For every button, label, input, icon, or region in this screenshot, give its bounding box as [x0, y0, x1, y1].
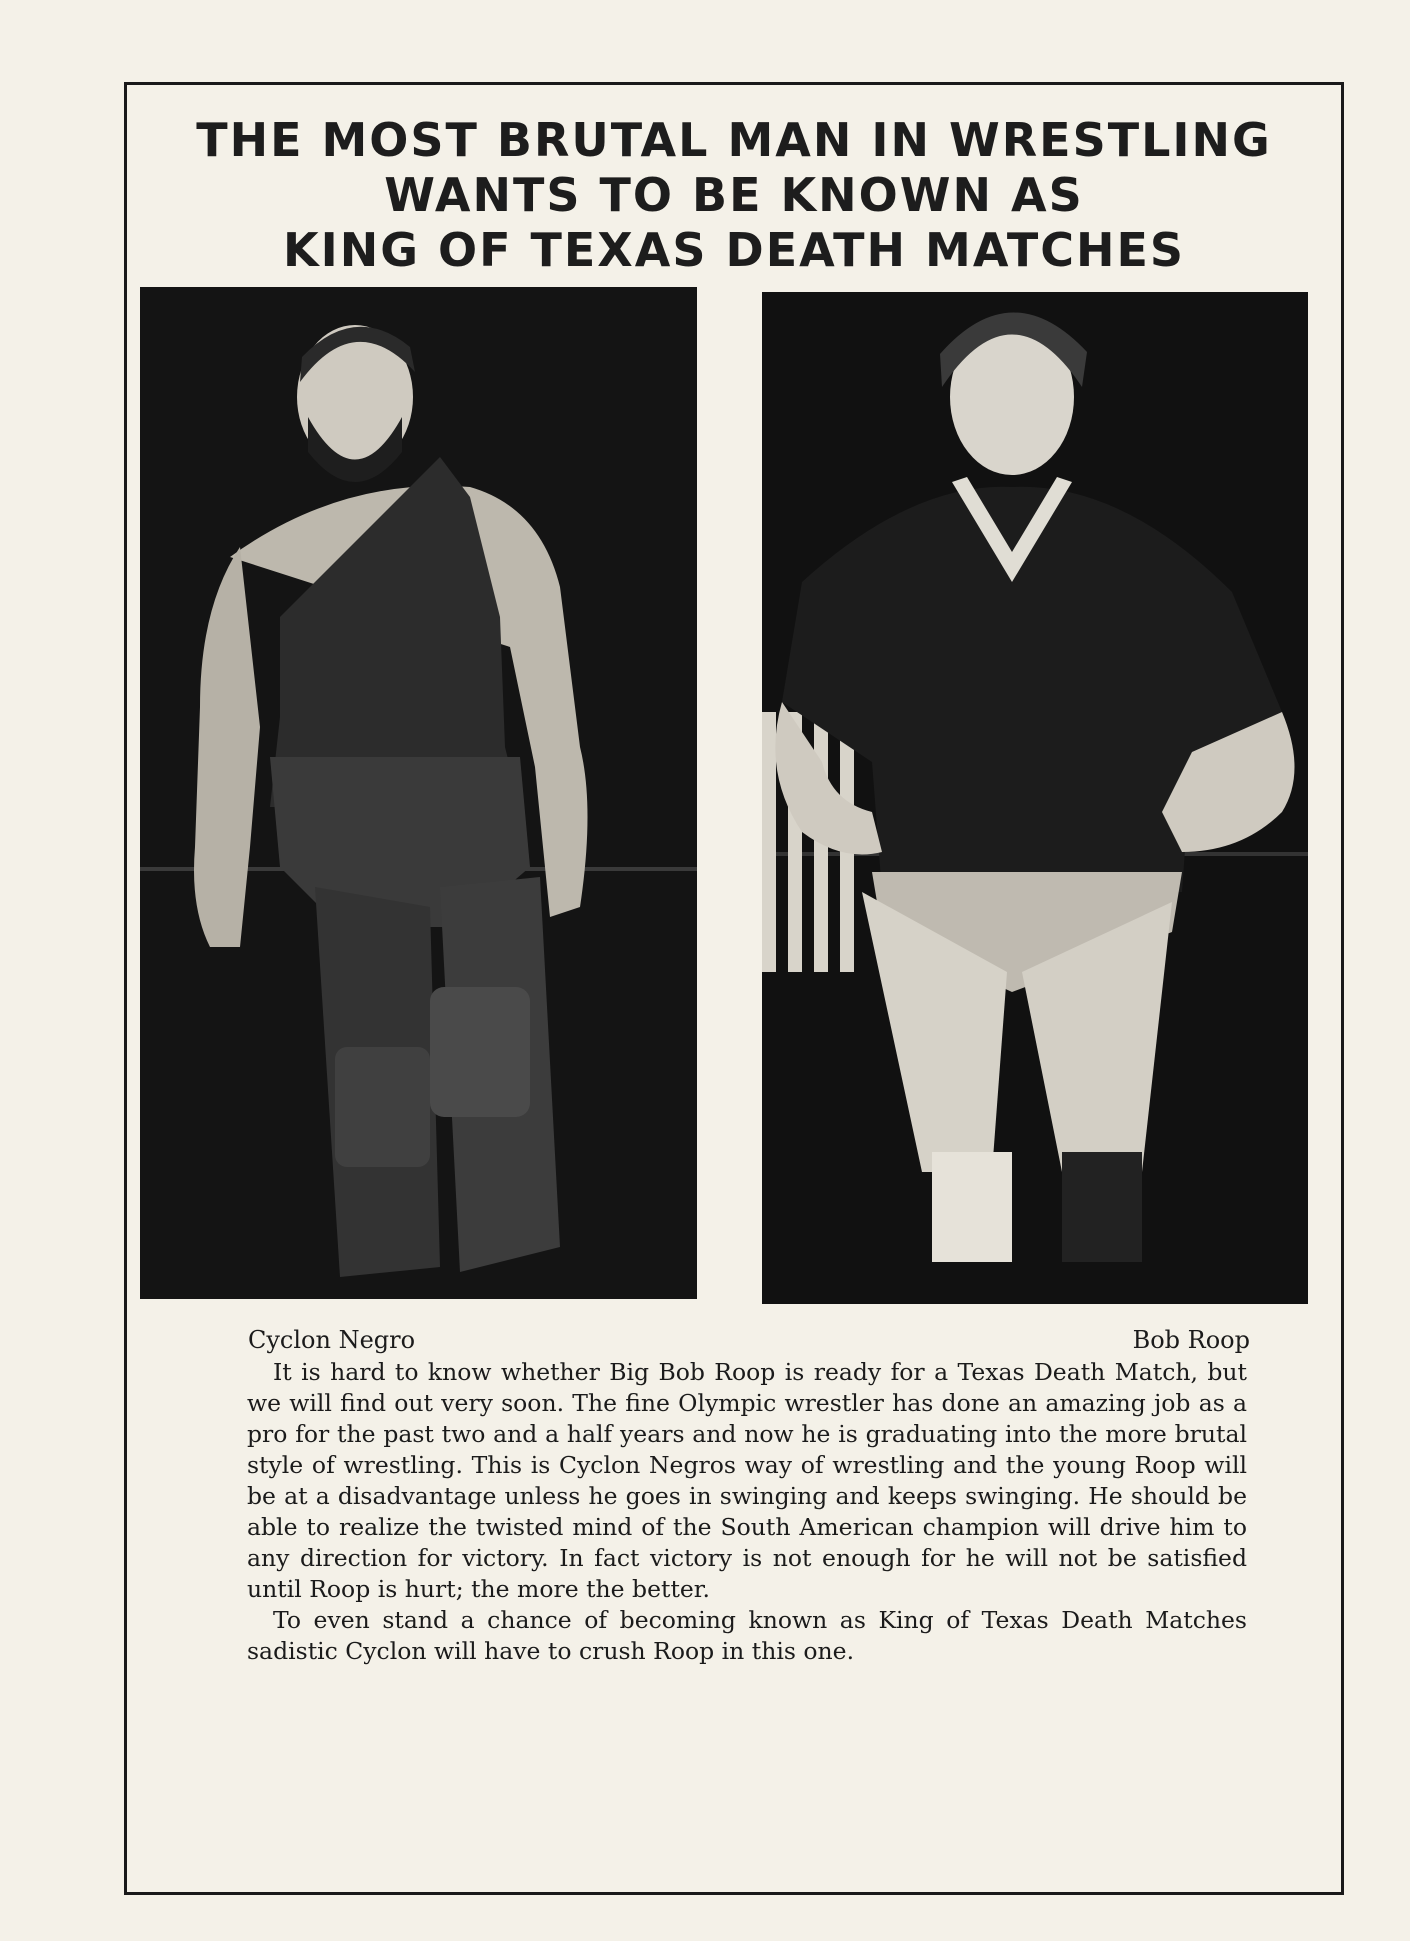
- photo-bob-roop: [762, 292, 1308, 1304]
- article-paragraph-2: To even stand a chance of becoming known as King of Texas Death Matches sadistic Cyclon will have to crush Roop in this one.: [247, 1606, 1247, 1665]
- article-body: [247, 1357, 1247, 1667]
- caption-right: Bob Roop: [1132, 1326, 1250, 1354]
- photo-cyclon-negro: [140, 287, 697, 1299]
- article-paragraph-1: It is hard to know whether Big Bob Roop is ready for a Texas Death Match, but we will find out very soon. The fine Olympic wrestler has done an amazing job as a pro for the past two and a half years and now he is graduating into the more brutal style of wrestling. This is Cyclon Negros way of wrestling and the young Roop will be at a disadvantage unless he goes in swinging and keeps swinging. He should be able to realize the twisted mind of the South American champion will drive him to any direction for victory. In fact victory is not enough for he will not be satisfied until Roop is hurt; the more the better.: [247, 1358, 1247, 1603]
- headline-line-1: THE MOST BRUTAL MAN IN WRESTLING: [196, 113, 1272, 167]
- headline-line-3: KING OF TEXAS DEATH MATCHES: [282, 223, 1186, 277]
- headline-line-2: WANTS TO BE KNOWN AS: [384, 168, 1084, 222]
- headline: [127, 113, 1341, 278]
- caption-left: Cyclon Negro: [248, 1326, 416, 1354]
